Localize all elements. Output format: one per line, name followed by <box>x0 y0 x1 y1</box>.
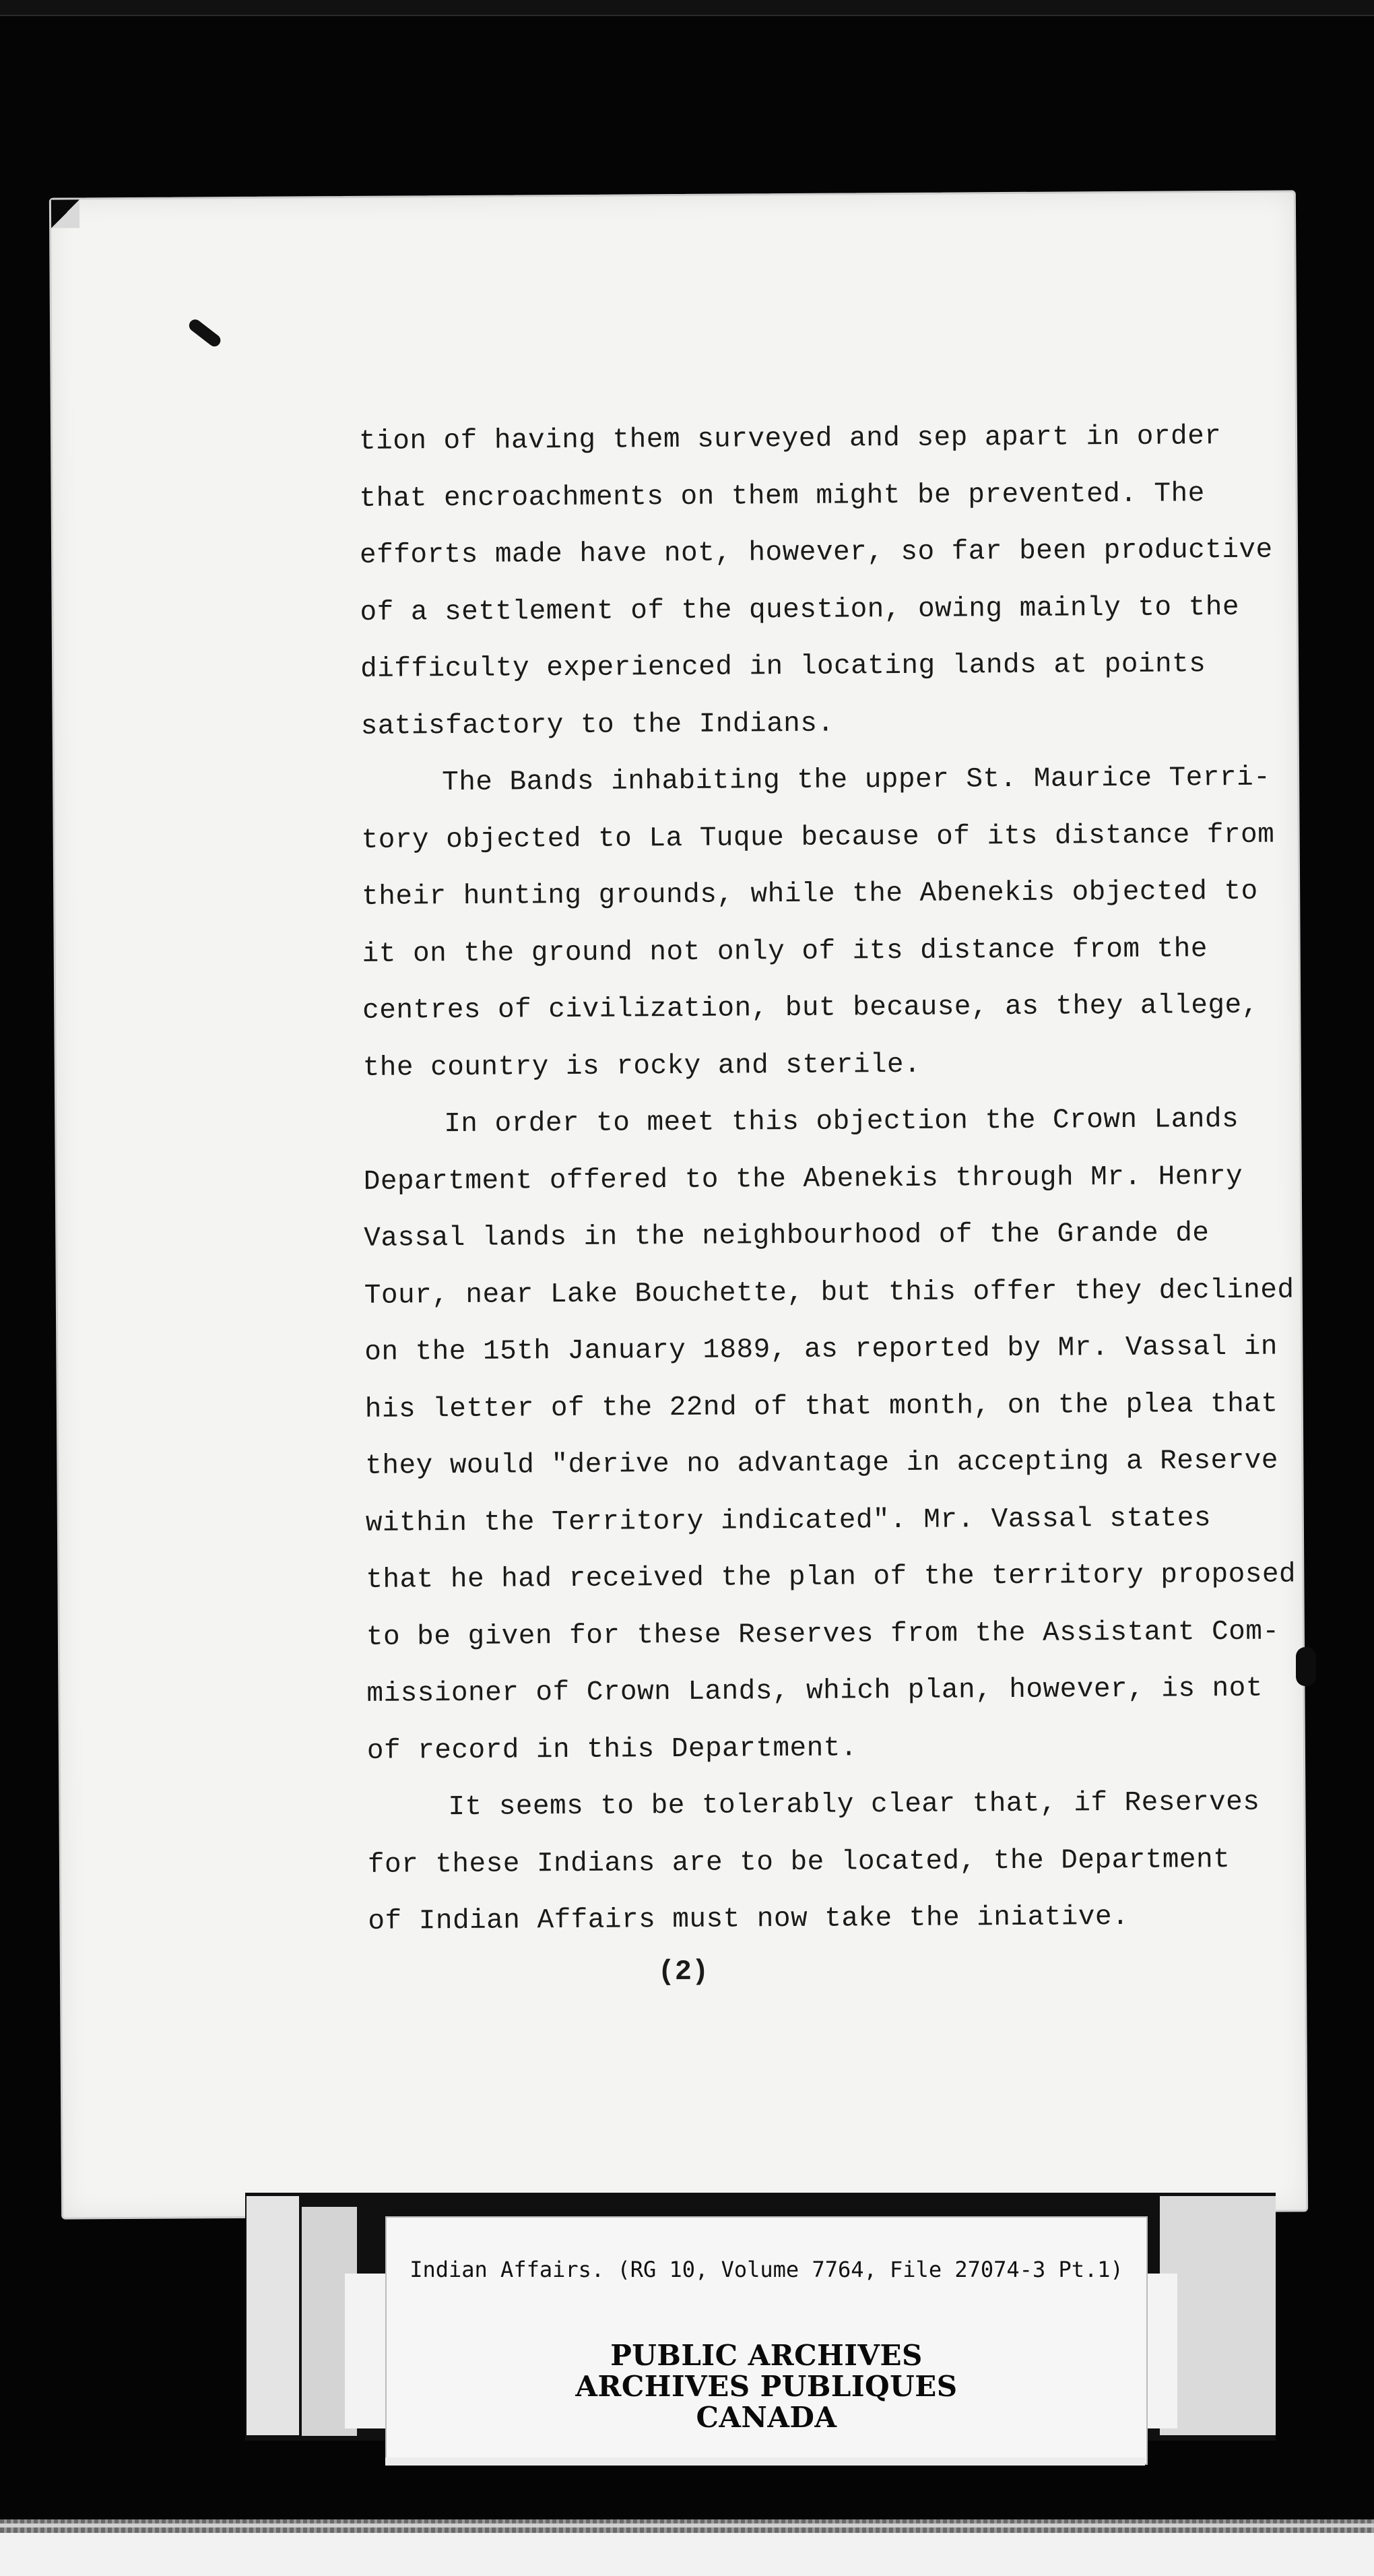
text-line: on the 15th January 1889, as reported by Mr. Vassal in <box>364 1331 1278 1368</box>
archives-stamp <box>387 2340 1146 2433</box>
text-line: of a settlement of the question, owing mainly to the <box>360 591 1240 629</box>
text-line: Tour, near Lake Bouchette, but this offer they declined <box>364 1274 1295 1312</box>
text-line: Department offered to the Abenekis through Mr. Henry <box>363 1161 1243 1198</box>
text-line: that he had received the plan of the territory proposed <box>366 1559 1297 1596</box>
stamp-line-english: PUBLIC ARCHIVES <box>610 2339 923 2372</box>
text-line: their hunting grounds, while the Abenekis objected to <box>362 876 1258 913</box>
text-line: missioner of Crown Lands, which plan, however, is not <box>366 1673 1264 1710</box>
text-line: difficulty experienced in locating lands at points <box>360 649 1206 685</box>
card-bottom-edge <box>385 2457 1145 2466</box>
film-margin <box>0 2533 1374 2576</box>
text-line: efforts made have not, however, so far been productive <box>359 534 1273 571</box>
text-line: to be given for these Reserves from the Assistant Com- <box>366 1616 1280 1653</box>
card-holder-left-panel <box>247 2196 299 2435</box>
text-line: centres of civilization, but because, as they allege, <box>362 990 1259 1027</box>
film-blemish <box>1296 1647 1316 1686</box>
film-edge-line <box>0 2523 1374 2527</box>
text-line: the country is rocky and sterile. <box>362 1049 921 1084</box>
page-number: (2) <box>657 1955 709 1989</box>
text-line: Vassal lands in the neighbourhood of the Grande de <box>364 1218 1210 1254</box>
text-line-paragraph-start: It seems to be tolerably clear that, if Reserves <box>448 1786 1260 1824</box>
text-line: of record in this Department. <box>366 1732 858 1767</box>
text-line: that encroachments on them might be prevented. The <box>359 478 1205 515</box>
text-line-paragraph-start: In order to meet this objection the Crown Lands <box>444 1103 1239 1140</box>
text-line: tory objected to La Tuque because of its distance from <box>361 819 1275 856</box>
typed-text-body <box>358 408 1297 1951</box>
stamp-line-french: ARCHIVES PUBLIQUES <box>575 2370 958 2403</box>
text-line: tion of having them surveyed and sep apart in order <box>358 421 1222 457</box>
text-line-paragraph-start: The Bands inhabiting the upper St. Maurice Terri- <box>442 762 1271 799</box>
text-line: of Indian Affairs must now take the iniative. <box>368 1901 1130 1937</box>
text-line: his letter of the 22nd of that month, on the plea that <box>364 1388 1278 1425</box>
text-line: it on the ground not only of its distance from the <box>362 933 1208 970</box>
text-line: satisfactory to the Indians. <box>360 708 835 742</box>
film-top-strip <box>0 0 1374 16</box>
text-line: within the Territory indicated". Mr. Vassal states <box>365 1502 1212 1539</box>
folded-corner <box>51 199 79 228</box>
card-tab-left <box>345 2274 389 2428</box>
ink-mark <box>187 317 223 349</box>
stamp-line-country: CANADA <box>696 2401 837 2434</box>
archive-reference-card <box>385 2216 1148 2465</box>
typed-page <box>49 190 1308 2219</box>
archive-reference: Indian Affairs. (RG 10, Volume 7764, File 27074-3 Pt.1) <box>410 2257 1123 2282</box>
text-line: they would "derive no advantage in accepting a Reserve <box>365 1445 1279 1482</box>
text-line: for these Indians are to be located, the Department <box>367 1844 1231 1881</box>
